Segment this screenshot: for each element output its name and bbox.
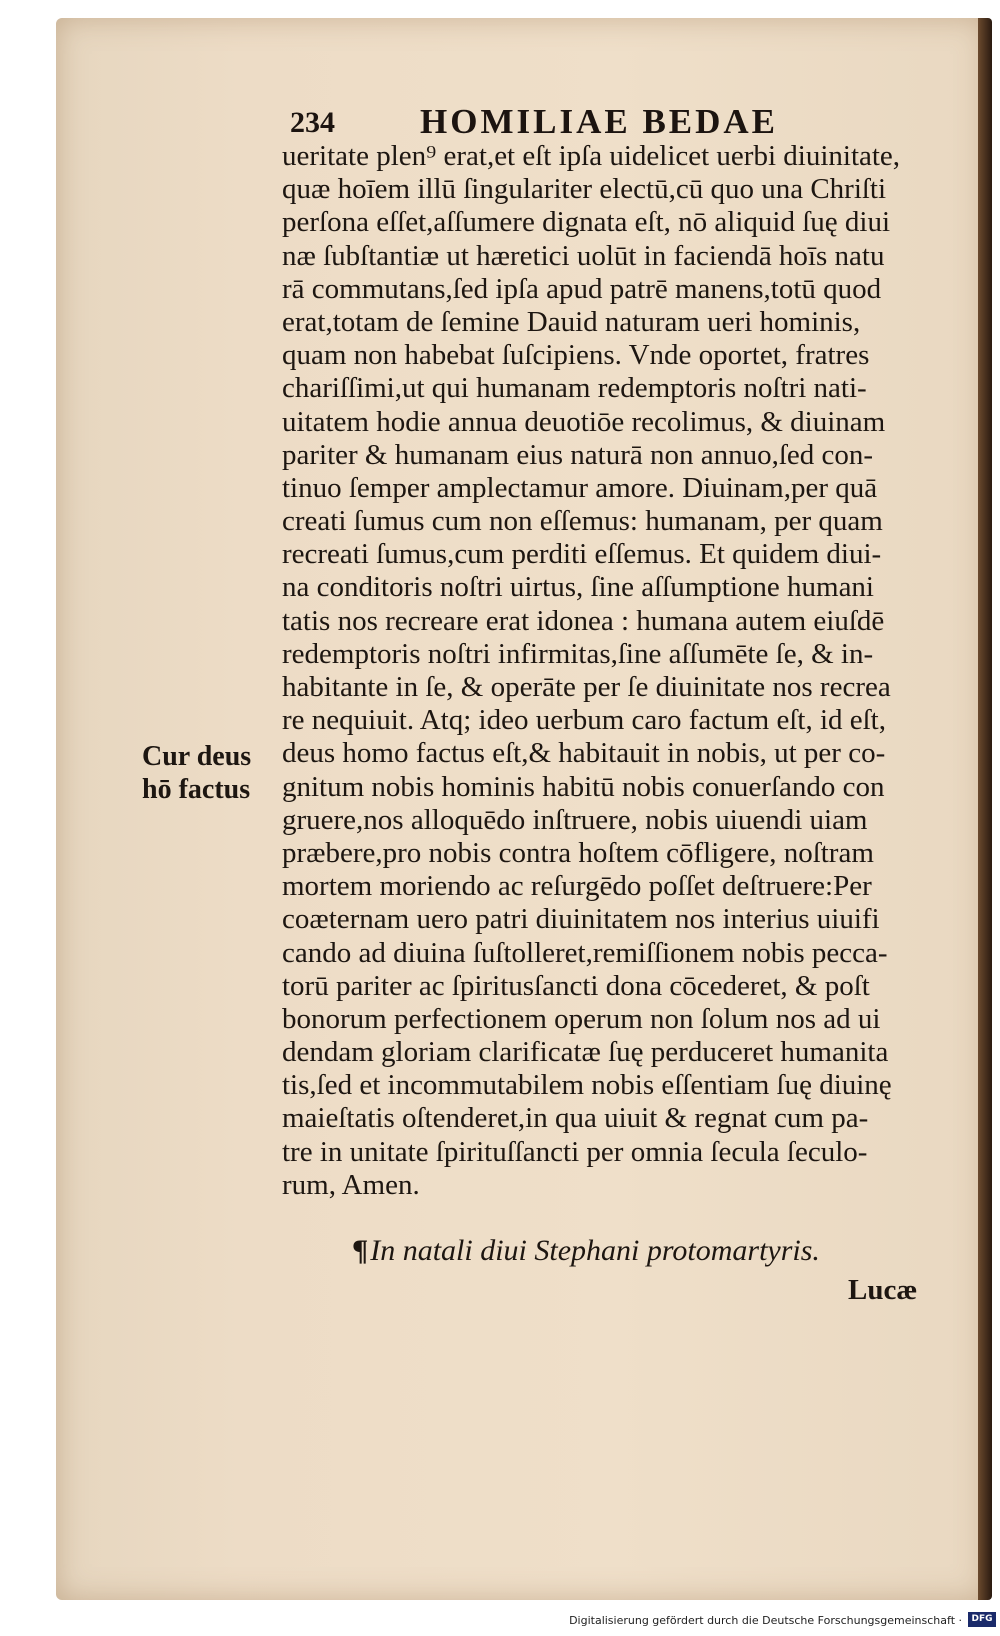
text-line: deus homo factus eſt,& habitauit in nobis, ut per co-	[282, 737, 886, 770]
catchword: Lucæ	[848, 1274, 918, 1306]
text-line: ueritate plen⁹ erat,et eſt ipſa uidelicet uerbi diuinitate,	[282, 140, 901, 172]
text-line: gnitum nobis hominis habitū nobis conuerſando con	[282, 770, 885, 803]
text-line: cando ad diuina ſuſtolleret,remiſſionem nobis pecca-	[282, 936, 888, 969]
funding-credit: Digitalisierung gefördert durch die Deutsche Forschungsgemeinschaft ·	[569, 1614, 962, 1627]
text-line: præbere,pro nobis contra hoſtem cōfligere, noſtram	[282, 836, 874, 869]
marginal-note-line: hō factus	[142, 774, 251, 805]
digitization-footer	[0, 1606, 1000, 1636]
text-line: tre in unitate ſpirituſſancti per omnia ſecula ſeculo-	[282, 1135, 868, 1168]
text-line: næ ſubſtantiæ ut hæretici uolūt in faciendā hoīs natu	[282, 239, 885, 272]
text-line: quam non habebat ſuſcipiens. Vnde oportet, fratres	[282, 339, 870, 372]
text-line: rum, Amen.	[282, 1168, 420, 1201]
text-line: tatis nos recreare erat idonea : humana autem eiuſdē	[282, 604, 885, 637]
text-line: rā commutans,ſed ipſa apud patrē manens,totū quod	[282, 272, 882, 305]
text-line: tis,ſed et incommutabilem nobis eſſentiam ſuę diuinę	[282, 1069, 892, 1102]
text-line: bonorum perfectionem operum non ſolum nos ad ui	[282, 1002, 881, 1035]
text-line: mortem moriendo ac reſurgēdo poſſet deſtruere:Per	[282, 870, 872, 903]
text-line: torū pariter ac ſpiritusſancti dona cōcederet, & poſt	[282, 969, 870, 1002]
text-line: gruere,nos alloquēdo inſtruere, nobis uiuendi uiam	[282, 803, 868, 836]
folio-number: 234	[290, 106, 335, 139]
section-heading-text: In natali diui Stephani protomartyris.	[370, 1234, 820, 1267]
marginal-note-line: Cur deus	[142, 741, 252, 772]
text-line: dendam gloriam clarificatæ ſuę perduceret humanita	[282, 1036, 889, 1069]
marginal-note	[142, 740, 251, 806]
text-line: recreati ſumus,cum perditi eſſemus. Et quidem diui-	[282, 538, 882, 571]
text-line: quæ hoīem illū ſingulariter electū,cū quo una Chriſti	[282, 173, 887, 206]
section-heading	[352, 1234, 820, 1268]
text-line: chariſſimi,ut qui humanam redemptoris noſtri nati-	[282, 372, 867, 405]
text-line: na conditoris noſtri uirtus, ſine aſſumptione humani	[282, 571, 874, 604]
text-line: redemptoris noſtri infirmitas,ſine aſſumēte ſe, & in-	[282, 637, 874, 670]
running-title: HOMILIAE BEDAE	[420, 102, 779, 141]
body-text	[282, 140, 922, 1202]
pilcrow-mark: ¶	[352, 1234, 369, 1267]
text-line: uitatem hodie annua deuotiōe recolimus, & diuinam	[282, 405, 886, 438]
text-line: creati ſumus cum non eſſemus: humanam, per quam	[282, 505, 883, 538]
text-line: maieſtatis oſtenderet,in qua uiuit & regnat cum pa-	[282, 1102, 869, 1135]
text-line: perſona eſſet,aſſumere dignata eſt, nō aliquid ſuę diui	[282, 206, 890, 239]
dfg-logo-icon: DFG	[968, 1612, 996, 1627]
text-line: coæternam uero patri diuinitatem nos interius uiuifi	[282, 903, 880, 936]
text-line: tinuo ſemper amplectamur amore. Diuinam,per quā	[282, 471, 878, 504]
text-line: erat,totam de ſemine Dauid naturam ueri hominis,	[282, 305, 861, 338]
text-line: habitante in ſe, & operāte per ſe diuinitate nos recrea	[282, 671, 891, 703]
text-line: pariter & humanam eius naturā non annuo,ſed con-	[282, 438, 874, 471]
text-line: re nequiuit. Atq; ideo uerbum caro factum eſt, id eſt,	[282, 704, 886, 737]
